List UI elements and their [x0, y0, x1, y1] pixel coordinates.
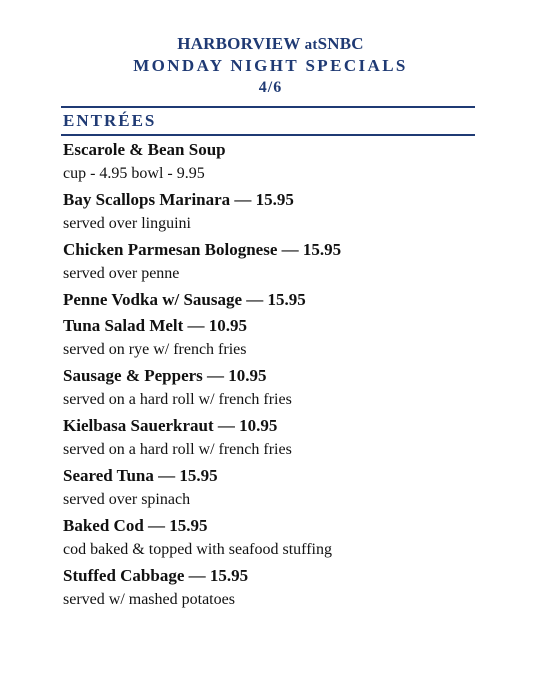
menu-subtitle: MONDAY NIGHT SPECIALS — [133, 56, 408, 75]
menu-item-description: served on a hard roll w/ french fries — [63, 441, 292, 458]
menu-item-name: Bay Scallops Marinara — 15.95 — [63, 190, 294, 209]
menu-item — [63, 565, 503, 615]
menu-item-description: served over penne — [63, 265, 180, 282]
menu-item-description: served over spinach — [63, 491, 191, 508]
section-title: ENTRÉES — [63, 111, 157, 130]
menu-item-description: served over linguini — [63, 215, 191, 232]
menu-item — [63, 315, 503, 365]
menu-item — [63, 139, 503, 189]
venue-name — [0, 34, 541, 55]
menu-item-name: Escarole & Bean Soup — [63, 140, 226, 159]
menu-item — [63, 189, 503, 239]
venue-name-at: at — [304, 37, 318, 53]
menu-item-description: cod baked & topped with seafood stuffing — [63, 541, 332, 558]
venue-name-end: SNBC — [317, 34, 364, 53]
section-rule-bottom — [61, 134, 475, 136]
menu-item-description: served on a hard roll w/ french fries — [63, 391, 292, 408]
menu-item — [63, 365, 503, 415]
menu-item-name: Sausage & Peppers — 10.95 — [63, 366, 267, 385]
menu-item-name: Kielbasa Sauerkraut — 10.95 — [63, 416, 278, 435]
menu-item-name: Stuffed Cabbage — 15.95 — [63, 566, 249, 585]
menu-item — [63, 289, 503, 315]
menu-item — [63, 465, 503, 515]
menu-item — [63, 515, 503, 565]
menu-item-name: Baked Cod — 15.95 — [63, 516, 208, 535]
menu-date: 4/6 — [258, 79, 283, 96]
menu-item-name: Seared Tuna — 15.95 — [63, 466, 218, 485]
menu-header — [0, 34, 541, 99]
menu-item-description: cup - 4.95 bowl - 9.95 — [63, 165, 205, 182]
menu-item-name: Penne Vodka w/ Sausage — 15.95 — [63, 290, 306, 309]
menu-item-description: served on rye w/ french fries — [63, 341, 247, 358]
menu-item-description: served w/ mashed potatoes — [63, 591, 235, 608]
menu-items-list — [63, 139, 503, 615]
venue-name-main: HARBORVIEW — [177, 34, 301, 53]
menu-item-name: Tuna Salad Melt — 10.95 — [63, 316, 248, 335]
section-rule-top — [61, 106, 475, 108]
menu-item — [63, 239, 503, 289]
menu-item — [63, 415, 503, 465]
menu-item-name: Chicken Parmesan Bolognese — 15.95 — [63, 240, 342, 259]
